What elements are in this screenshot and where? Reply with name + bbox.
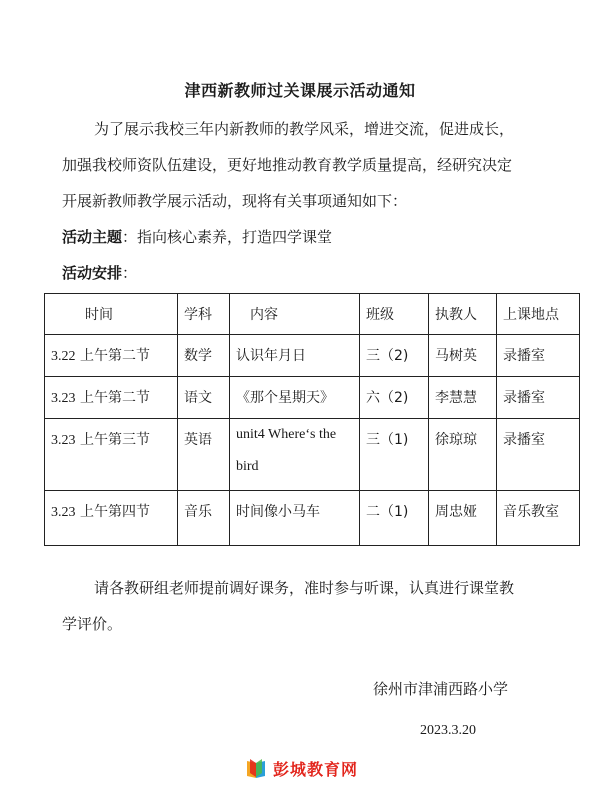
header-subject: 学科: [178, 294, 230, 335]
cell-subject: 音乐: [178, 491, 230, 546]
cell-time: [45, 335, 178, 377]
table-row: [45, 419, 580, 491]
cell-subject: 英语: [178, 419, 230, 491]
school-signature: 徐州市津浦西路小学: [373, 680, 509, 698]
cell-class: 三（2): [360, 335, 429, 377]
cell-time: [45, 377, 178, 419]
closing-line-1: 请各教研组老师提前调好课务，准时参与听课，认真进行课堂教: [94, 579, 515, 597]
cell-location: 录播室: [497, 419, 580, 491]
cell-subject: 数学: [178, 335, 230, 377]
table-row: [45, 335, 580, 377]
schedule-table: [44, 293, 580, 546]
cell-date: 3.23: [51, 391, 76, 406]
cell-period: 上午第三节: [75, 432, 150, 448]
watermark: [245, 757, 358, 780]
cell-teacher: 李慧慧: [429, 377, 497, 419]
notice-date: 2023.3.20: [420, 723, 476, 738]
intro-line-1: 为了展示我校三年内新教师的教学风采，增进交流，促进成长，: [94, 120, 515, 138]
cell-date: 3.23: [51, 505, 76, 520]
header-teacher: 执教人: [429, 294, 497, 335]
table-row: [45, 377, 580, 419]
book-logo-icon: [245, 758, 267, 780]
closing-line-2: 学评价。: [62, 615, 123, 633]
theme-label: 活动主题: [62, 228, 123, 246]
intro-line-3: 开展新教师教学展示活动，现将有关事项通知如下：: [62, 192, 408, 210]
cell-class: 六（2): [360, 377, 429, 419]
watermark-text: 彭城教育网: [273, 760, 359, 779]
cell-content: unit4 Where‘s the bird: [230, 419, 360, 491]
cell-period: 上午第四节: [75, 504, 150, 520]
schedule-label: 活动安排: [62, 264, 123, 282]
schedule-heading: [62, 263, 137, 283]
cell-period: 上午第二节: [75, 348, 150, 364]
theme-value: ：指向核心素养，打造四学课堂: [122, 228, 333, 246]
cell-content: 《那个星期天》: [230, 377, 360, 419]
table-row: [45, 491, 580, 546]
header-time: 时间: [45, 294, 178, 335]
table-header-row: [45, 294, 580, 335]
cell-class: 二（1): [360, 491, 429, 546]
cell-subject: 语文: [178, 377, 230, 419]
cell-date: 3.22: [51, 349, 76, 364]
intro-line-2: 加强我校师资队伍建设，更好地推动教育教学质量提高，经研究决定: [62, 156, 513, 174]
header-location: 上课地点: [497, 294, 580, 335]
cell-date: 3.23: [51, 433, 76, 448]
cell-time: [45, 491, 178, 546]
cell-class: 三（1): [360, 419, 429, 491]
cell-location: 录播室: [497, 335, 580, 377]
cell-teacher: 周忠娅: [429, 491, 497, 546]
cell-location: 录播室: [497, 377, 580, 419]
schedule-colon: ：: [122, 264, 138, 282]
notice-title: 津西新教师过关课展示活动通知: [184, 81, 416, 100]
theme-line: [62, 227, 332, 247]
header-class: 班级: [360, 294, 429, 335]
cell-content: 时间像小马车: [230, 491, 360, 546]
cell-teacher: 徐琼琼: [429, 419, 497, 491]
cell-content: 认识年月日: [230, 335, 360, 377]
cell-period: 上午第二节: [75, 390, 150, 406]
cell-time: [45, 419, 178, 491]
header-content: 内容: [230, 294, 360, 335]
cell-location: 音乐教室: [497, 491, 580, 546]
cell-teacher: 马树英: [429, 335, 497, 377]
